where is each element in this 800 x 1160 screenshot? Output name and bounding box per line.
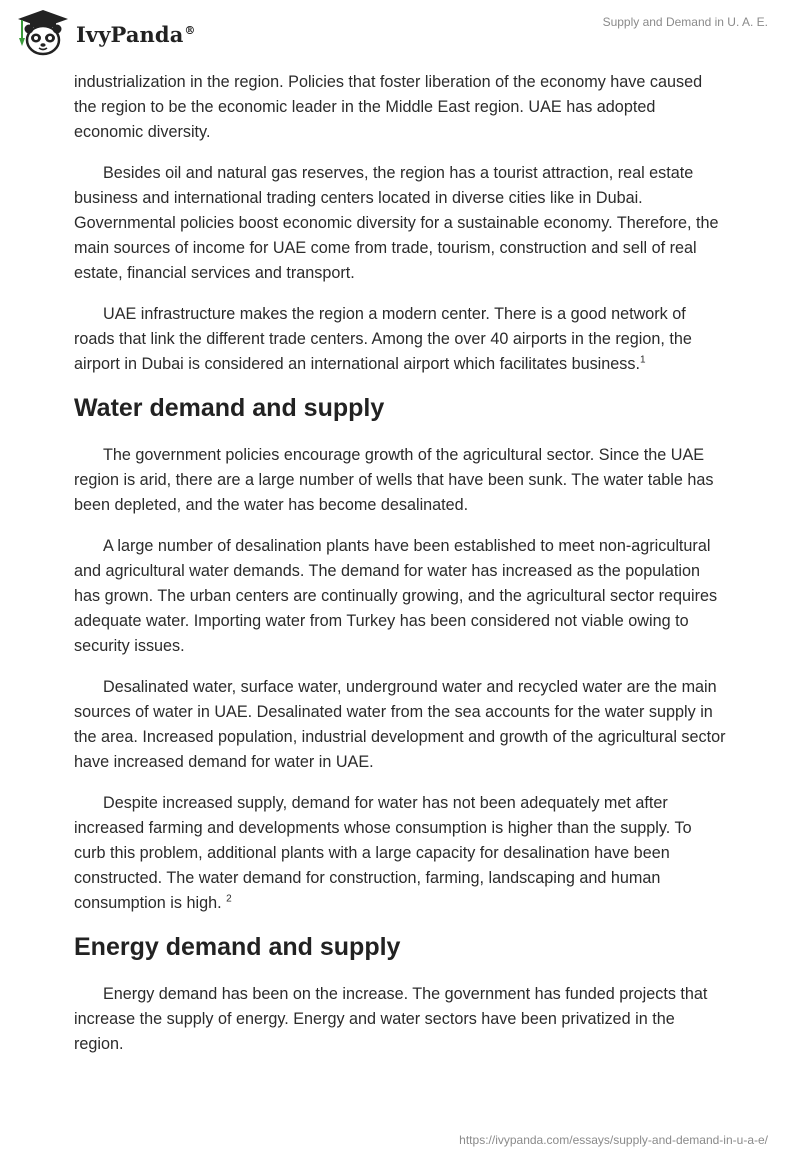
heading-energy-demand: Energy demand and supply bbox=[74, 933, 401, 961]
running-title: Supply and Demand in U. A. E. bbox=[602, 15, 768, 29]
paragraph-water-4 bbox=[74, 791, 726, 916]
paragraph-water-4-text: Despite increased supply, demand for water has not been adequately met after increased farming and developments whose consumption is higher than the supply. To curb this problem, additional plants with a large capacity for desalination have been constructed. The water demand for construction, farming, landscaping and human consumption is high. bbox=[74, 794, 692, 912]
heading-water-demand: Water demand and supply bbox=[74, 394, 385, 422]
source-url[interactable]: https://ivypanda.com/essays/supply-and-demand-in-u-a-e/ bbox=[459, 1133, 768, 1147]
paragraph-energy-1: Energy demand has been on the increase. The government has funded projects that increase the supply of energy. Energy and water sectors have been privatized in the region. bbox=[74, 985, 708, 1053]
footnote-ref-1[interactable]: 1 bbox=[639, 354, 646, 366]
paragraph-water-1: The government policies encourage growth of the agricultural sector. Since the UAE region is arid, there are a large number of wells that have been sunk. The water table has been depleted, and the water has become desalinated. bbox=[74, 446, 714, 514]
paragraph-intro-continued: industrialization in the region. Policies that foster liberation of the economy have caused the region to be the economic leader in the Middle East region. UAE has adopted economic diversity. bbox=[74, 73, 703, 141]
panda-graduate-icon bbox=[14, 8, 72, 58]
registered-mark: ® bbox=[184, 23, 196, 37]
paragraph-water-3: Desalinated water, surface water, underground water and recycled water are the main sources of water in UAE. Desalinated water from the sea accounts for the water supply in the area. Increased population, industrial development and growth of the agricultural sector have increased demand for water in UAE. bbox=[74, 678, 726, 771]
paragraph-oil-gas: Besides oil and natural gas reserves, the region has a tourist attraction, real estate business and international trading centers located in diverse cities like in Dubai. Governmental policies boost economic diversity for a sustainable economy. Therefore, the main sources of income for UAE come from trade, tourism, construction and sell of real estate, financial services and transport. bbox=[74, 164, 719, 282]
paragraph-infrastructure-text: UAE infrastructure makes the region a modern center. There is a good network of roads that link the different trade centers. Among the over 40 airports in the region, the airport in Dubai is considered an international airport which facilitates business. bbox=[74, 305, 692, 373]
footnote-ref-2[interactable]: 2 bbox=[226, 893, 232, 905]
ivypanda-logo[interactable] bbox=[14, 8, 196, 58]
paragraph-water-2: A large number of desalination plants have been established to meet non-agricultural and agricultural water demands. The demand for water has increased as the population has grown. The urban centers are continually growing, and the agricultural sector requires adequate water. Importing water from Turkey has been considered not viable owing to security issues. bbox=[74, 537, 718, 655]
essay-body bbox=[74, 70, 726, 1073]
page-header bbox=[0, 0, 800, 70]
logo-text: IvyPanda® bbox=[76, 21, 196, 47]
paragraph-infrastructure bbox=[74, 302, 726, 377]
